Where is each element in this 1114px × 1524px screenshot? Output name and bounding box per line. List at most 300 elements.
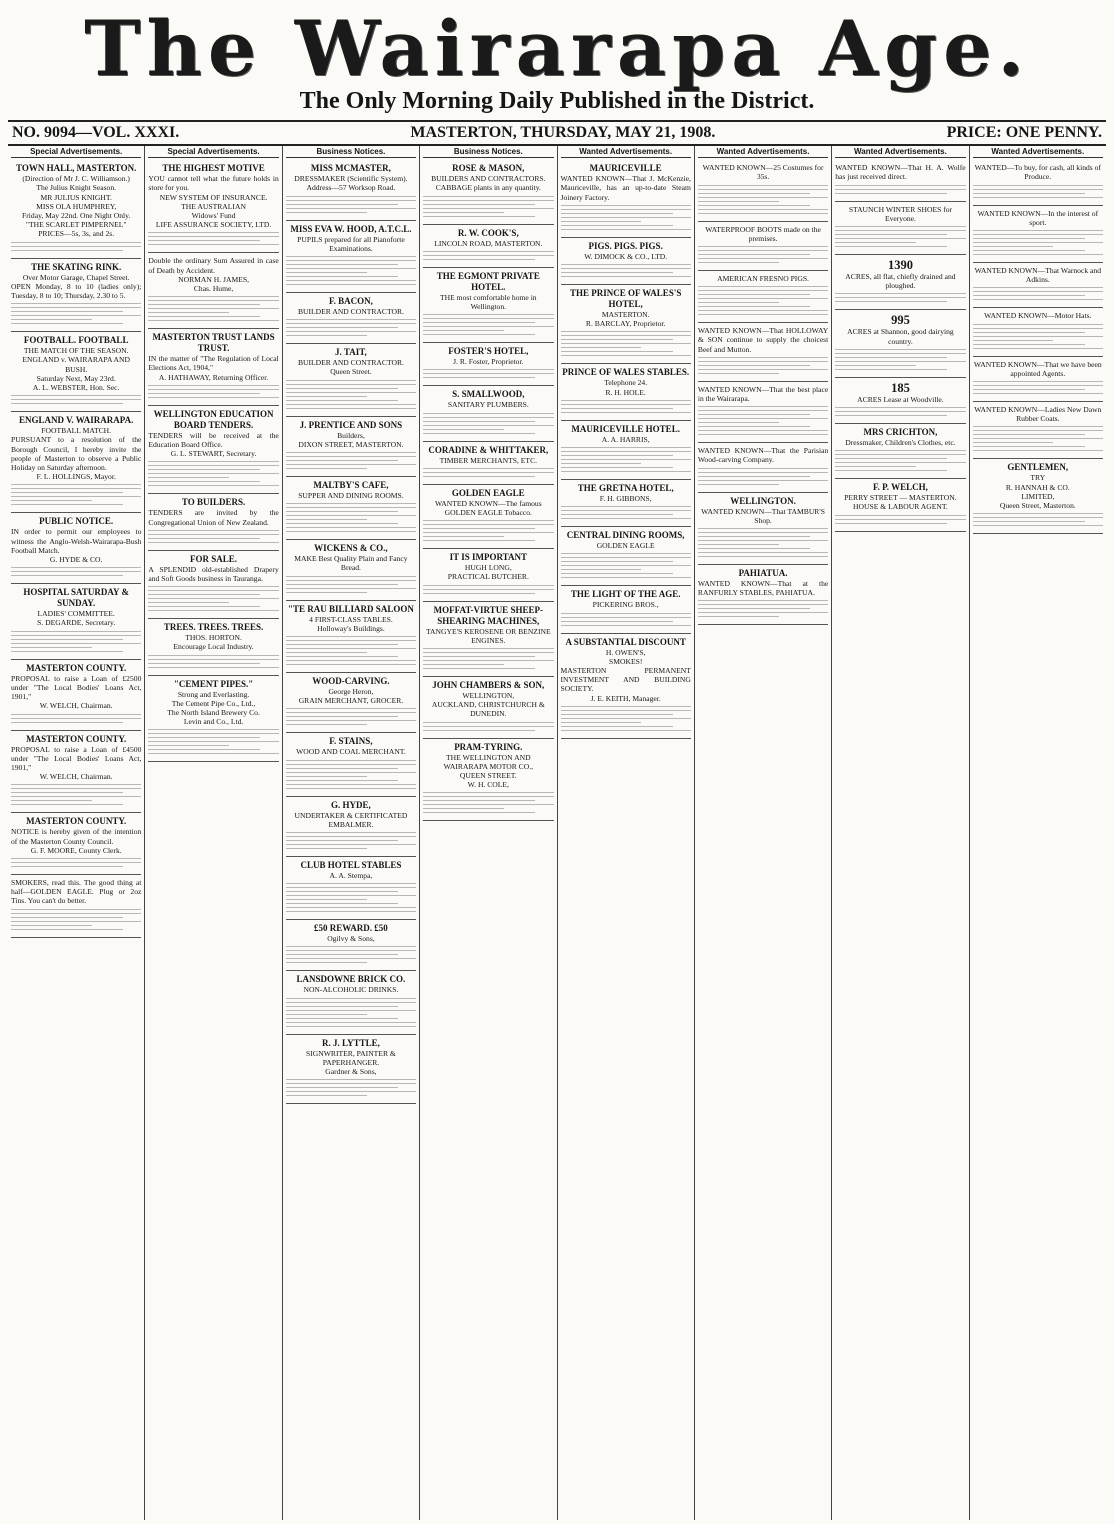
ad-title: WICKENS & CO., xyxy=(314,543,388,554)
ad-line: G. HYDE & CO. xyxy=(49,555,103,565)
ad-title: MISS MCMASTER, xyxy=(310,163,391,174)
ad-line: FOOTBALL MATCH. xyxy=(41,426,112,436)
ad-line: OPEN Monday, 8 to 10 (ladies only); Tuesday, 8 to 10; Thursday, 2.30 to 5. xyxy=(11,281,142,301)
ad-line: W. H. COLE, xyxy=(467,780,509,790)
fine-print xyxy=(286,503,416,532)
ad-line: TENDERS will be received at the Education Board Office. xyxy=(148,430,279,450)
fine-print xyxy=(11,784,141,805)
ad-title: PIGS. PIGS. PIGS. xyxy=(588,240,663,251)
ad-line: WANTED KNOWN—That HOLLOWAY & SON continue to supply the choicest Beef and Mutton. xyxy=(697,326,829,354)
fine-print xyxy=(423,520,553,541)
advertisement xyxy=(11,412,141,513)
ad-line: Ogilvy & Sons, xyxy=(327,934,375,944)
ad-line: Over Motor Garage, Chapel Street. xyxy=(22,272,130,282)
fine-print xyxy=(835,226,965,247)
advertisement xyxy=(148,160,278,253)
ad-line: F. H. GIBBONS, xyxy=(599,494,652,504)
fine-print xyxy=(423,369,553,378)
fine-print xyxy=(148,655,278,668)
fine-print xyxy=(423,413,553,434)
fine-print xyxy=(561,706,691,731)
advertisement xyxy=(286,293,416,344)
fine-print xyxy=(286,196,416,213)
advertisement xyxy=(286,971,416,1034)
ad-line: Chas. Hume, xyxy=(193,284,234,294)
fine-print xyxy=(561,400,691,413)
ad-line: ACRES at Shannon, good dairying country. xyxy=(847,327,954,346)
ad-title: CLUB HOTEL STABLES xyxy=(300,860,402,871)
fine-print xyxy=(423,722,553,731)
advertisement xyxy=(561,480,691,527)
fine-print xyxy=(286,636,416,665)
fine-print xyxy=(148,232,278,245)
advertisement xyxy=(423,485,553,549)
ad-line: A. L. WEBSTER, Hon. Sec. xyxy=(32,383,120,393)
fine-print xyxy=(423,314,553,335)
fine-print xyxy=(835,515,965,524)
ad-line: A SPLENDID old-established Drapery and Soft Goods business in Tauranga. xyxy=(148,564,279,584)
fine-print xyxy=(148,530,278,543)
fine-print xyxy=(561,331,691,356)
ad-line: WANTED—To buy, for cash, all kinds of Produce. xyxy=(974,163,1101,182)
ad-title: PUBLIC NOTICE. xyxy=(39,516,114,527)
fine-print xyxy=(698,528,828,557)
ad-title: PRAM-TYRING. xyxy=(454,741,523,752)
fine-print xyxy=(11,631,141,652)
fine-print xyxy=(698,406,828,435)
advertisement xyxy=(423,160,553,224)
ad-line: DRESSMAKER (Scientific System). xyxy=(294,174,408,184)
fine-print xyxy=(835,293,965,302)
ad-line: LIFE ASSURANCE SOCIETY, LTD. xyxy=(155,220,272,230)
ad-line: WANTED KNOWN—Motor Hats. xyxy=(984,311,1092,321)
ad-line: PROPOSAL to raise a Loan of £2500 under "The Local Bodies' Loans Act, 1901," xyxy=(11,673,142,702)
ad-line: 4 FIRST-CLASS TABLES. xyxy=(309,614,393,624)
fine-print xyxy=(561,205,691,230)
advertisement xyxy=(148,619,278,675)
advertisement xyxy=(973,357,1103,402)
advertisement xyxy=(11,660,141,731)
ad-line: NORMAN H. JAMES, xyxy=(178,274,249,284)
advertisement xyxy=(561,238,691,285)
ad-line: YOU cannot tell what the future holds in store for you. xyxy=(148,174,279,193)
ad-title: £50 REWARD. £50 xyxy=(314,923,388,934)
ad-line: WANTED KNOWN—Ladies New Dawn Rubber Coats. xyxy=(974,405,1102,424)
advertisement xyxy=(561,586,691,633)
advertisement xyxy=(286,160,416,220)
advertisement xyxy=(698,160,828,221)
fine-print xyxy=(561,506,691,519)
advertisement xyxy=(286,417,416,477)
ad-line: PUPILS prepared for all Pianoforte Examinations. xyxy=(297,234,405,253)
ad-line: PRICES—5s, 3s, and 2s. xyxy=(38,229,115,239)
ad-title: MASTERTON COUNTY. xyxy=(26,816,127,827)
column-5 xyxy=(558,146,695,1520)
column-2 xyxy=(145,146,282,1520)
advertisement xyxy=(698,382,828,443)
fine-print xyxy=(148,296,278,321)
fine-print xyxy=(286,1079,416,1096)
advertisement xyxy=(561,364,691,420)
price: PRICE: ONE PENNY. xyxy=(946,124,1102,141)
advertisement xyxy=(286,673,416,733)
advertisement xyxy=(835,255,965,310)
advertisement xyxy=(11,731,141,814)
fine-print xyxy=(11,909,141,930)
ad-title: S. SMALLWOOD, xyxy=(452,389,525,400)
advertisement xyxy=(973,160,1103,205)
advertisement xyxy=(11,513,141,584)
advertisement xyxy=(11,813,141,875)
ad-line: THE most comfortable home in Wellington. xyxy=(440,292,537,312)
fine-print xyxy=(561,553,691,578)
ad-line: BUILDERS AND CONTRACTORS. xyxy=(431,174,546,184)
ad-title: CENTRAL DINING ROOMS, xyxy=(566,530,685,541)
column-8 xyxy=(970,146,1106,1520)
column-6 xyxy=(695,146,832,1520)
ad-line: AUCKLAND, CHRISTCHURCH & DUNEDIN. xyxy=(431,700,545,719)
fine-print xyxy=(423,648,553,669)
advertisement xyxy=(561,160,691,238)
column-header: Wanted Advertisements. xyxy=(973,146,1103,158)
advertisement xyxy=(698,493,828,565)
ad-line: TRY xyxy=(1030,473,1046,483)
ad-line: Strong and Everlasting. xyxy=(177,689,250,699)
ad-line: Address—57 Worksop Road. xyxy=(306,183,396,193)
fine-print xyxy=(973,230,1103,255)
ad-line: (Direction of Mr J. C. Williamson.) xyxy=(22,174,130,184)
advertisement xyxy=(973,263,1103,308)
ad-line: DIXON STREET, MASTERTON. xyxy=(298,439,404,449)
ad-title: A SUBSTANTIAL DISCOUNT xyxy=(565,636,686,647)
ad-title: TREES. TREES. TREES. xyxy=(163,622,264,633)
ad-line: MAKE Best Quality Plain and Fancy Bread. xyxy=(294,554,408,573)
ad-line: THE WELLINGTON AND WAIRARAPA MOTOR CO., xyxy=(443,752,534,771)
ad-line: SUPPER AND DINING ROOMS. xyxy=(298,491,404,501)
fine-print xyxy=(11,858,141,867)
fine-print xyxy=(148,729,278,754)
ad-line: WANTED KNOWN—In the interest of sport. xyxy=(977,208,1099,227)
fine-print xyxy=(286,256,416,285)
fine-print xyxy=(148,461,278,486)
ad-title: G. HYDE, xyxy=(331,799,371,810)
ad-title: IT IS IMPORTANT xyxy=(449,552,527,563)
ad-title: 1390 xyxy=(887,258,913,273)
advertisement xyxy=(423,268,553,343)
ad-line: ENGLAND v. WAIRARAPA AND BUSH. xyxy=(22,355,130,374)
ad-line: J. R. Foster, Proprietor. xyxy=(453,357,524,367)
ad-title: R. J. LYTTLE, xyxy=(321,1037,380,1048)
advertisement xyxy=(423,386,553,441)
ad-line: BUILDER AND CONTRACTOR. xyxy=(297,307,404,317)
ad-line: WOOD AND COAL MERCHANT. xyxy=(296,747,406,757)
ad-title: GENTLEMEN, xyxy=(1007,462,1069,473)
ad-title: LANSDOWNE BRICK CO. xyxy=(296,974,406,985)
fine-print xyxy=(973,287,1103,300)
ad-line: Telephone 24. xyxy=(604,378,648,388)
advertisement xyxy=(286,540,416,600)
ad-line: Dressmaker, Children's Clothes, etc. xyxy=(845,438,956,448)
ad-line: F. L. HOLLINGS, Mayor. xyxy=(36,472,116,482)
fine-print xyxy=(423,585,553,594)
fine-print xyxy=(11,242,141,251)
ad-line: R. HANNAH & CO. xyxy=(1005,482,1070,492)
ad-line: G. F. MOORE, County Clerk. xyxy=(30,845,122,855)
ad-line: The Julius Knight Season. xyxy=(36,183,117,193)
advertisement xyxy=(973,459,1103,534)
advertisement xyxy=(148,676,278,763)
ad-line: R. H. HOLE. xyxy=(605,387,646,397)
column-4 xyxy=(420,146,557,1520)
dateline xyxy=(8,120,1106,146)
fine-print xyxy=(11,714,141,723)
ad-title: MASTERTON COUNTY. xyxy=(26,662,127,673)
advertisement xyxy=(561,634,691,739)
ad-title: F. BACON, xyxy=(328,296,373,307)
ad-line: BUILDER AND CONTRACTOR. xyxy=(297,358,404,368)
ad-line: WANTED KNOWN—25 Costumes for 35s. xyxy=(702,163,824,182)
fine-print xyxy=(835,185,965,194)
ad-line: QUEEN STREET. xyxy=(459,771,517,781)
advertisement xyxy=(561,285,691,364)
ad-line: NON-ALCOHOLIC DRINKS. xyxy=(303,985,399,995)
ad-line: Saturday Next, May 23rd. xyxy=(36,373,116,383)
fine-print xyxy=(835,407,965,416)
ad-title: MRS CRICHTON, xyxy=(863,427,938,438)
ad-title: MASTERTON TRUST LANDS TRUST. xyxy=(152,332,275,354)
advertisement xyxy=(148,329,278,406)
ad-title: HOSPITAL SATURDAY & SUNDAY. xyxy=(23,587,129,609)
ad-line: Gardner & Sons, xyxy=(325,1067,377,1077)
advertisement xyxy=(286,857,416,920)
advertisement xyxy=(11,160,141,258)
fine-print xyxy=(423,196,553,217)
fine-print xyxy=(286,760,416,789)
fine-print xyxy=(286,319,416,336)
ad-line: Queen Street. xyxy=(330,367,372,377)
place-date: MASTERTON, THURSDAY, MAY 21, 1908. xyxy=(410,124,716,141)
advertisement xyxy=(561,527,691,586)
ad-title: ROSE & MASON, xyxy=(452,163,525,174)
advertisement xyxy=(148,494,278,550)
ad-title: GOLDEN EAGLE xyxy=(451,487,525,498)
ad-line: Double the ordinary Sum Assured in case of Death by Accident. xyxy=(148,256,279,275)
ad-title: WELLINGTON EDUCATION BOARD TENDERS. xyxy=(153,408,274,430)
ad-line: H. OWEN'S, xyxy=(605,647,646,657)
ad-title: F. STAINS, xyxy=(329,736,373,747)
column-header: Wanted Advertisements. xyxy=(561,146,691,158)
ad-line: WANTED KNOWN—That J. McKenzie, Mauriceville, has an up-to-date Steam Joinery Factory. xyxy=(560,174,691,202)
ad-line: WATERPROOF BOOTS made on the premises. xyxy=(705,224,821,243)
ad-title: MALTBY'S CAFE, xyxy=(313,480,389,491)
fine-print xyxy=(698,246,828,263)
ad-line: Queen Street, Masterton. xyxy=(999,501,1076,511)
fine-print xyxy=(835,349,965,370)
advertisement xyxy=(423,343,553,386)
ad-line: SMOKES! xyxy=(609,656,643,666)
advertisement xyxy=(148,253,278,329)
ad-title: 185 xyxy=(891,380,910,395)
fine-print xyxy=(423,468,553,477)
ad-line: WANTED KNOWN—That we have been appointed Agents. xyxy=(973,359,1102,378)
ad-line: WELLINGTON, xyxy=(462,691,515,701)
column-header: Wanted Advertisements. xyxy=(698,146,828,158)
ad-line: Friday, May 22nd. One Night Only. xyxy=(22,211,131,221)
ad-title: WOOD-CARVING. xyxy=(312,676,390,687)
ad-title: J. PRENTICE AND SONS xyxy=(299,419,403,430)
ad-line: MISS OLA HUMPHREY, xyxy=(36,201,117,211)
ad-title: MISS EVA W. HOOD, A.T.C.L. xyxy=(290,223,412,234)
ad-title: PRINCE OF WALES STABLES. xyxy=(562,367,690,378)
ad-title: MAURICEVILLE xyxy=(589,163,662,174)
ad-title: "CEMENT PIPES." xyxy=(173,678,254,689)
ad-line: STAUNCH WINTER SHOES for Everyone. xyxy=(848,204,953,223)
advertisement xyxy=(835,378,965,424)
ad-line: THE MATCH OF THE SEASON. xyxy=(23,346,129,356)
ad-line: THE AUSTRALIAN xyxy=(181,201,246,211)
advertisement xyxy=(698,271,828,323)
ad-line: GOLDEN EAGLE xyxy=(596,541,655,551)
ad-line: Holloway's Buildings. xyxy=(317,623,385,633)
fine-print xyxy=(11,484,141,505)
ad-line: IN the matter of "The Regulation of Local Elections Act, 1904," xyxy=(148,354,279,373)
fine-print xyxy=(698,357,828,374)
ad-line: Widows' Fund xyxy=(191,211,236,221)
fine-print xyxy=(835,450,965,471)
ad-line: MASTERTON. xyxy=(601,310,650,320)
advertisement xyxy=(973,402,1103,459)
advertisement xyxy=(11,875,141,938)
advertisement xyxy=(698,565,828,625)
ad-line: PURSUANT to a resolution of the Borough Council, I hereby invite the people of Masterton to observe a Public Holiday on Saturday afternoon. xyxy=(11,435,142,473)
ad-line: WANTED KNOWN—That at the RANFURLY STABLES, PAHIATUA. xyxy=(697,579,829,598)
ad-title: THE HIGHEST MOTIVE xyxy=(162,163,265,174)
ad-line: HUGH LONG, xyxy=(464,563,512,573)
ad-line: TANGYE'S KEROSENE OR BENZINE ENGINES. xyxy=(426,626,551,645)
column-header: Special Advertisements. xyxy=(148,146,278,158)
advertisement xyxy=(286,601,416,673)
advertisement xyxy=(973,206,1103,263)
ad-line: W. DIMOCK & CO., LTD. xyxy=(584,251,668,261)
fine-print xyxy=(286,998,416,1027)
ad-line: R. BARCLAY, Proprietor. xyxy=(585,319,666,329)
advertisement xyxy=(423,602,553,677)
ad-title: ENGLAND V. WAIRARAPA. xyxy=(19,415,134,426)
ad-title: MOFFAT-VIRTUE SHEEP-SHEARING MACHINES, xyxy=(433,604,543,626)
advertisement xyxy=(423,739,553,822)
fine-print xyxy=(286,832,416,849)
fine-print xyxy=(11,567,141,576)
ad-title: MASTERTON COUNTY. xyxy=(26,733,127,744)
ad-line: J. E. KEITH, Manager. xyxy=(590,693,661,703)
column-1 xyxy=(8,146,145,1520)
advertisement-columns xyxy=(8,146,1106,1520)
ad-title: TOWN HALL, MASTERTON. xyxy=(16,163,137,174)
ad-title: J. TAIT, xyxy=(335,347,367,358)
fine-print xyxy=(698,185,828,214)
column-7 xyxy=(832,146,969,1520)
advertisement xyxy=(698,443,828,492)
advertisement xyxy=(148,406,278,495)
fine-print xyxy=(286,576,416,593)
advertisement xyxy=(286,1035,416,1105)
advertisement xyxy=(835,479,965,531)
advertisement xyxy=(286,344,416,416)
ad-line: "THE SCARLET PIMPERNEL" xyxy=(25,220,127,230)
ad-line: NEW SYSTEM OF INSURANCE. xyxy=(159,192,268,202)
ad-line: G. L. STEWART, Secretary. xyxy=(170,449,257,459)
ad-line: PROPOSAL to raise a Loan of £4500 under "The Local Bodies' Loans Act, 1901," xyxy=(11,744,142,772)
fine-print xyxy=(973,426,1103,451)
ad-title: THE PRINCE OF WALES'S HOTEL, xyxy=(570,288,682,310)
ad-line: WANTED KNOWN—That the Parisian Wood-carving Company. xyxy=(697,446,829,465)
fine-print xyxy=(148,385,278,398)
masthead xyxy=(0,0,1114,120)
fine-print xyxy=(698,600,828,617)
fine-print xyxy=(698,468,828,485)
issue-number: NO. 9094—VOL. XXXI. xyxy=(12,124,180,141)
column-header: Wanted Advertisements. xyxy=(835,146,965,158)
fine-print xyxy=(286,946,416,963)
ad-line: LADIES' COMMITTEE. xyxy=(37,609,115,619)
ad-title: CORADINE & WHITTAKER, xyxy=(428,444,549,455)
fine-print xyxy=(698,286,828,315)
ad-line: George Heron, xyxy=(328,687,374,697)
ad-title: WELLINGTON. xyxy=(730,495,796,506)
ad-line: WANTED KNOWN—That Warnock and Adkins. xyxy=(974,266,1102,285)
advertisement xyxy=(286,477,416,540)
ad-title: R. W. COOK'S, xyxy=(457,227,519,238)
fine-print xyxy=(973,513,1103,526)
advertisement xyxy=(423,677,553,739)
advertisement xyxy=(835,202,965,255)
ad-line: MR JULIUS KNIGHT. xyxy=(40,192,112,202)
ad-title: FOOTBALL. FOOTBALL xyxy=(23,335,129,346)
ad-title: "TE RAU BILLIARD SALOON xyxy=(288,603,414,614)
ad-line: THOS. HORTON. xyxy=(185,633,242,643)
ad-line: W. WELCH, Chairman. xyxy=(39,701,113,711)
advertisement xyxy=(11,259,141,333)
ad-line: TIMBER MERCHANTS, ETC. xyxy=(439,455,538,465)
ad-line: A. HATHAWAY, Returning Officer. xyxy=(158,372,269,382)
advertisement xyxy=(423,225,553,268)
ad-line: WANTED KNOWN—That H. A. Wolfe has just received direct. xyxy=(835,163,966,182)
ad-line: LINCOLN ROAD, MASTERTON. xyxy=(434,238,543,248)
ad-line: IN order to permit our employees to witness the Anglo-Welsh-Wairarapa-Bush Football Match. xyxy=(11,527,142,555)
advertisement xyxy=(11,584,141,659)
fine-print xyxy=(561,447,691,472)
fine-print xyxy=(973,381,1103,394)
ad-line: NOTICE is hereby given of the intention of the Masterton County Council. xyxy=(11,827,142,846)
advertisement xyxy=(423,442,553,485)
column-header: Business Notices. xyxy=(286,146,416,158)
advertisement xyxy=(698,323,828,382)
ad-title: PAHIATUA. xyxy=(738,568,788,579)
ad-line: TENDERS are invited by the Congregational Union of New Zealand. xyxy=(148,508,279,527)
ad-line: WANTED KNOWN—That TAMBUR'S Shop. xyxy=(701,506,825,525)
ad-line: GRAIN MERCHANT, GROCER. xyxy=(298,696,404,706)
advertisement xyxy=(835,310,965,377)
advertisement xyxy=(148,551,278,619)
ad-line: The North Island Brewery Co. xyxy=(167,708,260,718)
ad-title: FOR SALE. xyxy=(190,553,238,564)
newspaper-title: The Wairarapa Age. xyxy=(84,4,1030,93)
ad-line: PRACTICAL BUTCHER. xyxy=(447,572,529,582)
ad-line: CABBAGE plants in any quantity. xyxy=(435,183,541,193)
fine-print xyxy=(973,324,1103,349)
fine-print xyxy=(286,883,416,912)
ad-line: SANITARY PLUMBERS. xyxy=(447,400,529,410)
